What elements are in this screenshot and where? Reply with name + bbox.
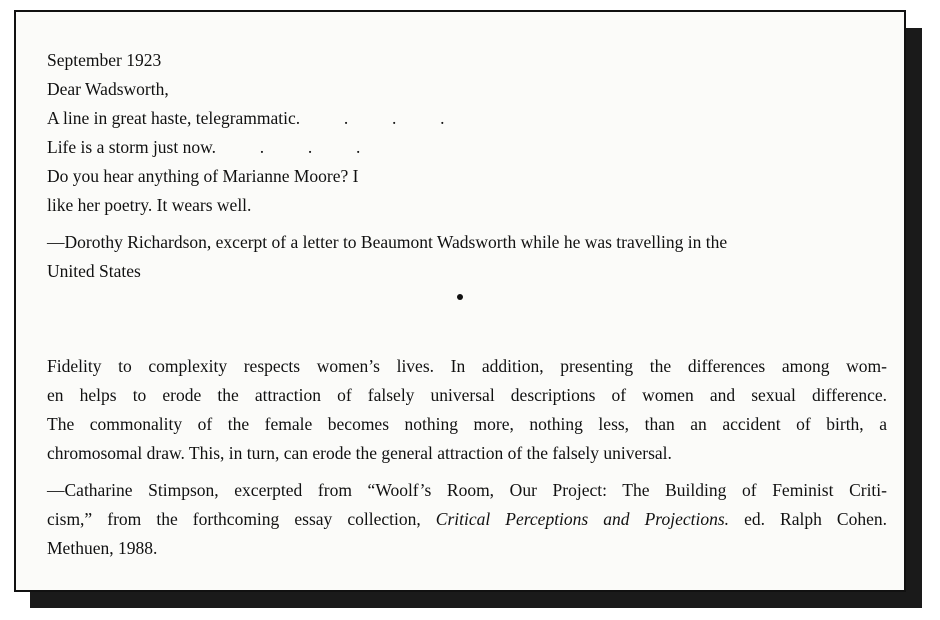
ellipsis-dots: . . . xyxy=(215,137,361,157)
letter-line xyxy=(47,133,887,162)
attribution-line: United States xyxy=(47,261,141,281)
quote-line: The commonality of the female becomes nothing more, nothing less, than an accident of birth, a xyxy=(47,414,887,434)
quote-card xyxy=(14,10,906,592)
card-content xyxy=(47,46,887,563)
letter-line-text: Life is a storm just now. xyxy=(47,137,216,157)
attribution-line: —Catharine Stimpson, excerpted from “Woolf’s Room, Our Project: The Building of Feminist Criti- xyxy=(47,480,887,500)
letter-line: Do you hear anything of Marianne Moore? I xyxy=(47,166,359,186)
attribution-richardson xyxy=(47,228,887,286)
attribution-line: —Dorothy Richardson, excerpt of a letter to Beaumont Wadsworth while he was travelling in the xyxy=(47,232,728,252)
ellipsis-dots: . . . xyxy=(300,108,445,128)
letter-line xyxy=(47,104,887,133)
letter-line: like her poetry. It wears well. xyxy=(47,195,252,215)
stimpson-quote xyxy=(47,352,887,468)
quote-line: chromosomal draw. This, in turn, can erode the general attraction of the falsely universal. xyxy=(47,443,672,463)
book-title: Critical Perceptions and Projections. xyxy=(435,509,730,529)
bullet-divider-icon xyxy=(457,294,463,300)
quote-line: en helps to erode the attraction of falsely universal descriptions of women and sexual difference. xyxy=(47,385,887,405)
section-divider xyxy=(47,286,887,312)
attribution-stimpson xyxy=(47,476,887,563)
attribution-text: ed. Ralph Cohen. xyxy=(729,509,887,529)
letter-date: September 1923 xyxy=(47,50,162,70)
attribution-line xyxy=(47,505,887,534)
attribution-text: cism,” from the forthcoming essay collection, xyxy=(47,509,436,529)
attribution-line: Methuen, 1988. xyxy=(47,538,158,558)
letter-line-text: A line in great haste, telegrammatic. xyxy=(47,108,301,128)
quote-line: Fidelity to complexity respects women’s lives. In addition, presenting the differences among wom- xyxy=(47,356,887,376)
letter-salutation: Dear Wadsworth, xyxy=(47,79,169,99)
letter-excerpt xyxy=(47,46,887,220)
